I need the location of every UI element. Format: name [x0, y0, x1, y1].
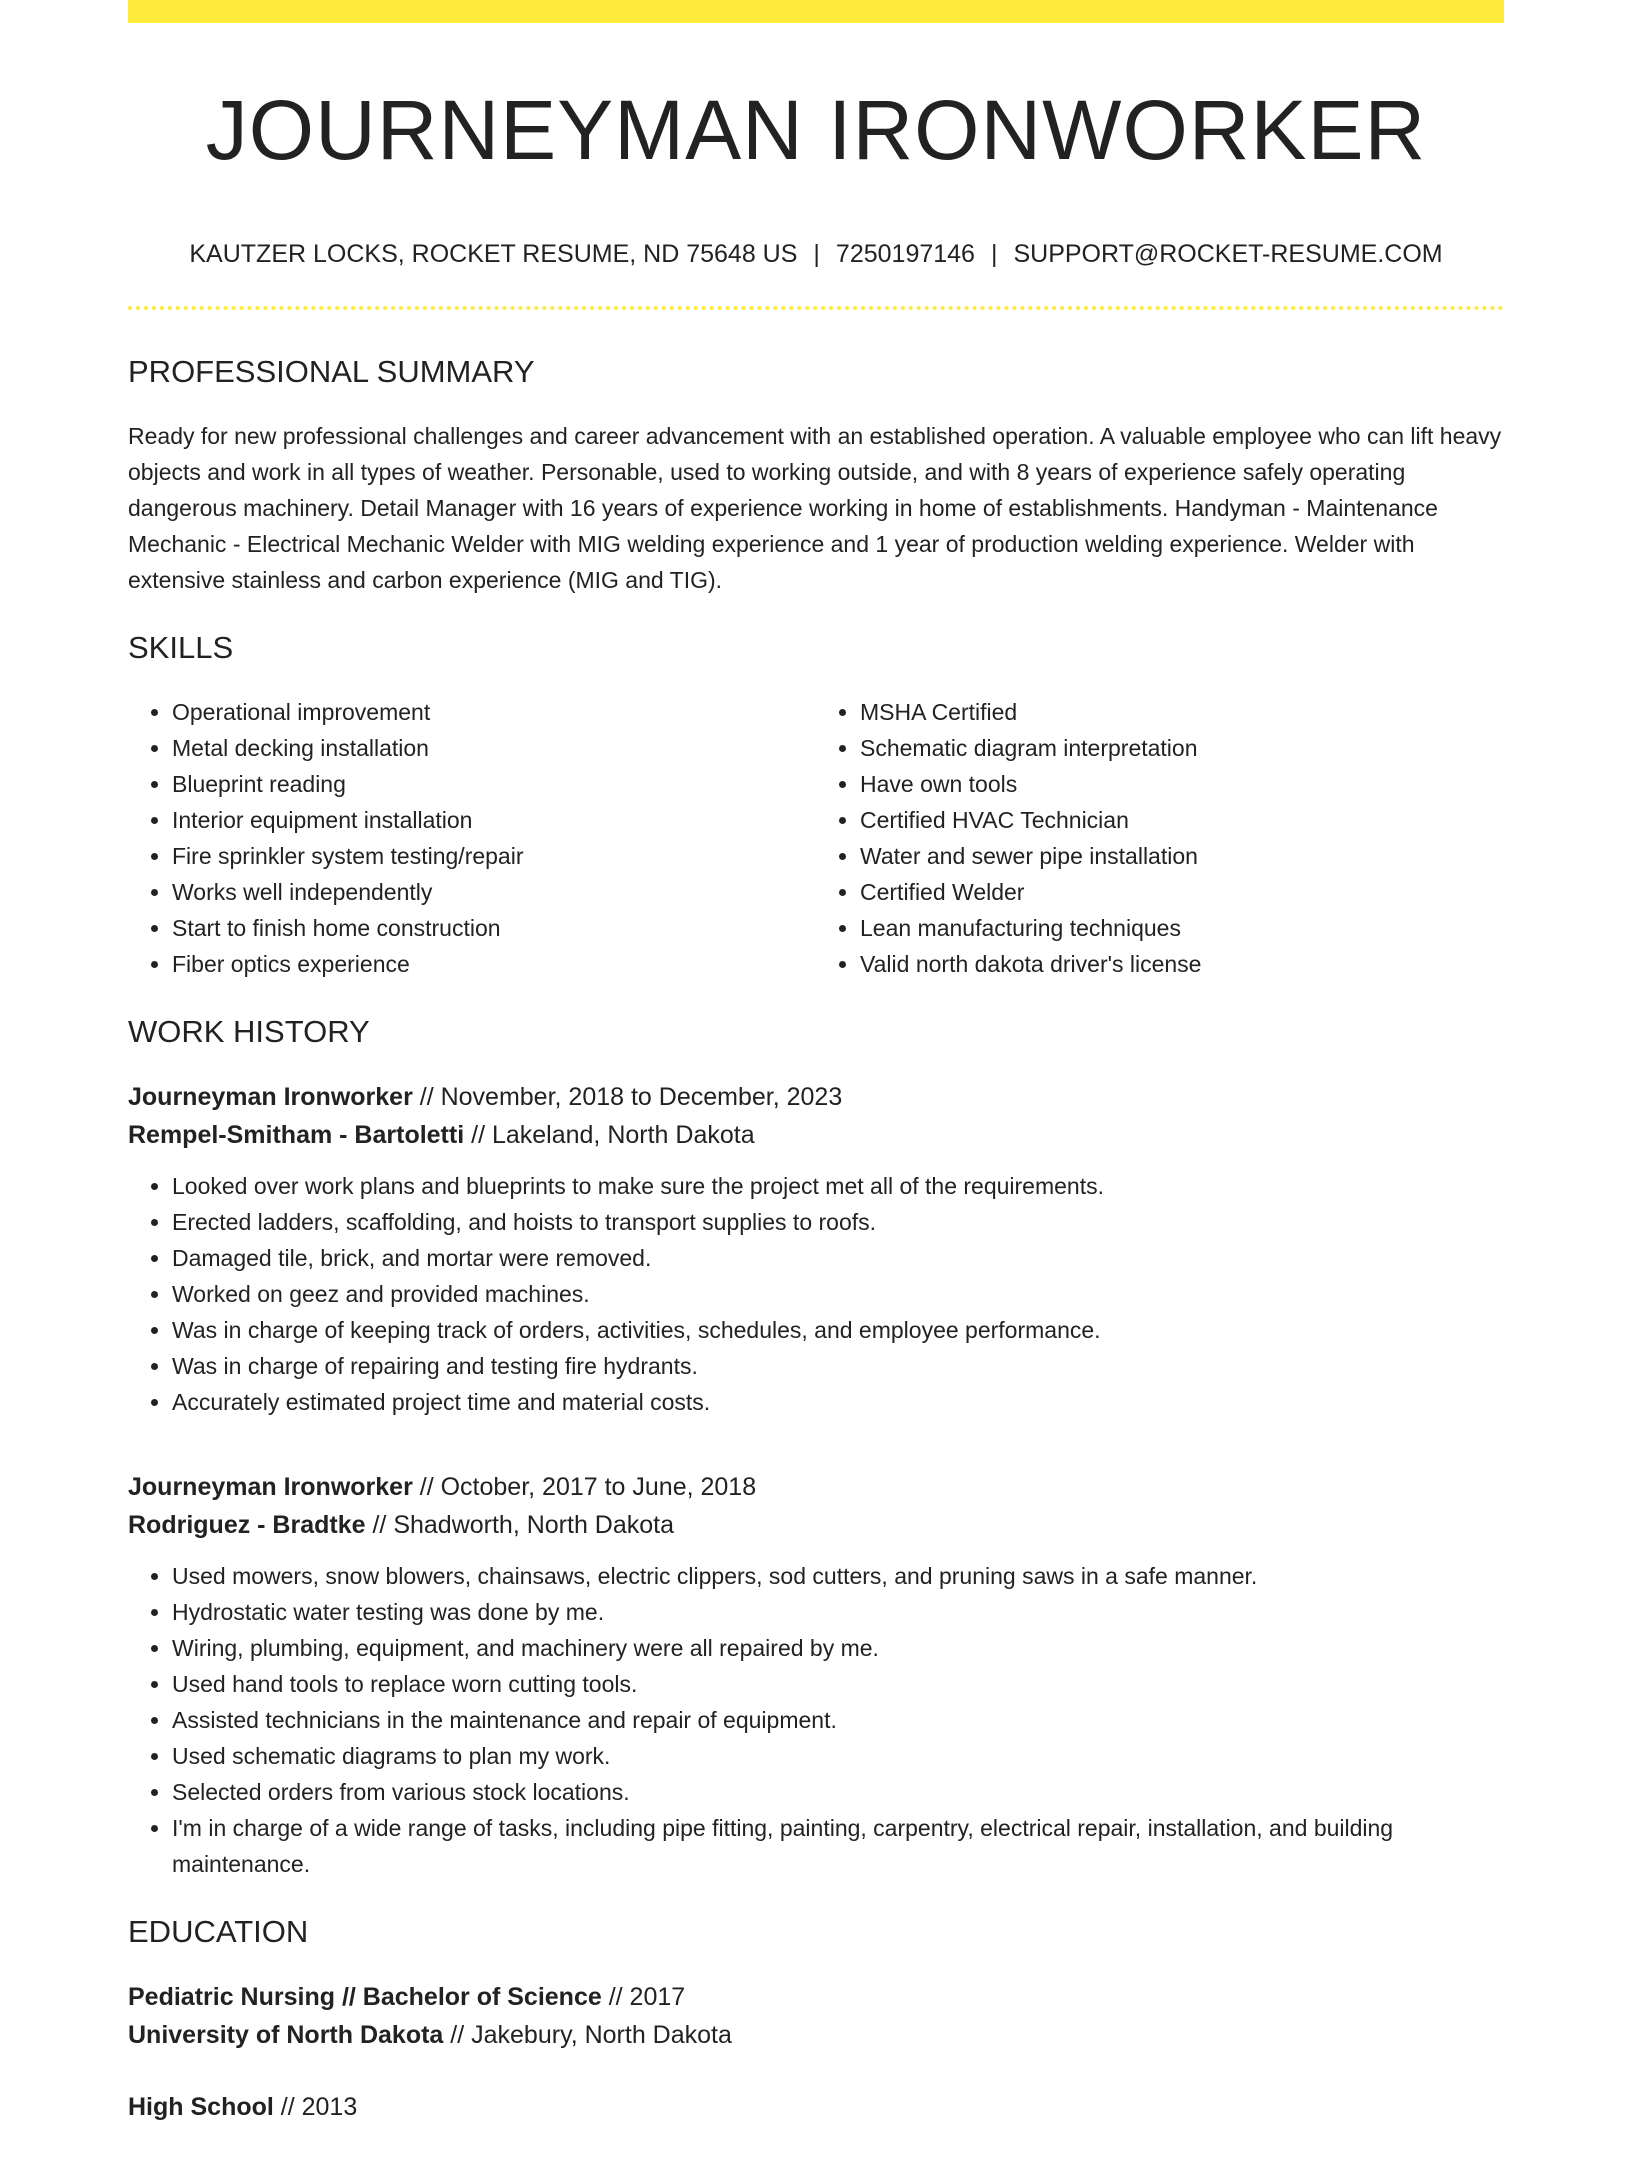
duty-item: • I'm in charge of a wide range of tasks, including pipe fitting, painting, carpentry, electrical repair, installation, and building maintenance. [172, 1810, 1504, 1882]
duty-item: • Used hand tools to replace worn cutting tools. [172, 1666, 1504, 1702]
email-link[interactable]: SUPPORT@ROCKET-RESUME.COM [1013, 240, 1443, 268]
skill-item: • Start to finish home construction [172, 910, 816, 946]
job-company: Rempel-Smitham - Bartoletti [128, 1121, 465, 1149]
skill-item: • Schematic diagram interpretation [860, 730, 1504, 766]
job-position: Journeyman Ironworker [128, 1083, 413, 1111]
accent-bar [128, 0, 1504, 23]
duty-item: • Erected ladders, scaffolding, and hoists to transport supplies to roofs. [172, 1204, 1504, 1240]
job-position: Journeyman Ironworker [128, 1473, 413, 1501]
job-entry [128, 1468, 1504, 1882]
education-school: University of North Dakota [128, 2021, 444, 2049]
job-company-line [128, 1116, 1504, 1154]
education-entry [128, 2088, 1504, 2126]
duty-item: • Selected orders from various stock locations. [172, 1774, 1504, 1810]
duty-item: • Looked over work plans and blueprints to make sure the project met all of the requirements. [172, 1168, 1504, 1204]
duty-item: • Was in charge of keeping track of orders, activities, schedules, and employee performance. [172, 1312, 1504, 1348]
education-degree: Pediatric Nursing // Bachelor of Science [128, 1983, 602, 2011]
duty-item: • Was in charge of repairing and testing fire hydrants. [172, 1348, 1504, 1384]
skill-item: • Works well independently [172, 874, 816, 910]
skill-item: • Certified Welder [860, 874, 1504, 910]
skill-item: • Certified HVAC Technician [860, 802, 1504, 838]
skill-item: • Operational improvement [172, 694, 816, 730]
job-title-line [128, 1468, 1504, 1506]
summary-text: Ready for new professional challenges and career advancement with an established operation. A valuable employee who can lift heavy objects and work in all types of weather. Personable, used to working outside, and with 8 years of experience safely operating dangerous machinery. Detail Manager with 16 years of experience working in home of establishments. Handyman - Maintenance Mechanic - Electrical Mechanic Welder with MIG welding experience and 1 year of production welding experience. Welder with extensive stainless and carbon experience (MIG and TIG). [128, 423, 1502, 593]
skills-list [128, 694, 1504, 982]
education-heading: EDUCATION [128, 1914, 309, 1949]
summary-heading: PROFESSIONAL SUMMARY [128, 354, 535, 389]
duty-item: • Wiring, plumbing, equipment, and machinery were all repaired by me. [172, 1630, 1504, 1666]
skill-item: • Blueprint reading [172, 766, 816, 802]
resume-title: JOURNEYMAN IRONWORKER [205, 83, 1427, 177]
contact-separator: | [990, 240, 998, 268]
skill-item: • Fiber optics experience [172, 946, 816, 982]
education-entry [128, 1978, 1504, 2054]
job-entry [128, 1078, 1504, 1420]
education-location: // Jakebury, North Dakota [443, 2021, 732, 2049]
skill-item: • Have own tools [860, 766, 1504, 802]
phone: 7250197146 [835, 240, 975, 268]
job-location: // Lakeland, North Dakota [464, 1121, 755, 1149]
job-dates: // November, 2018 to December, 2023 [412, 1083, 843, 1111]
skill-item: • Valid north dakota driver's license [860, 946, 1504, 982]
job-duties [128, 1168, 1504, 1420]
education-school-line [128, 2016, 1504, 2054]
duty-item: • Accurately estimated project time and material costs. [172, 1384, 1504, 1420]
education-degree-line [128, 1978, 1504, 2016]
job-dates: // October, 2017 to June, 2018 [412, 1473, 757, 1501]
duty-item: • Damaged tile, brick, and mortar were removed. [172, 1240, 1504, 1276]
job-company-line [128, 1506, 1504, 1544]
skill-item: • Fire sprinkler system testing/repair [172, 838, 816, 874]
education-degree-line [128, 2088, 1504, 2126]
skills-column-left [128, 694, 816, 982]
contact-line [128, 236, 1504, 272]
address: KAUTZER LOCKS, ROCKET RESUME, ND 75648 US [189, 240, 798, 268]
duty-item: • Hydrostatic water testing was done by me. [172, 1594, 1504, 1630]
resume-content [128, 352, 1504, 2160]
duty-item: • Used schematic diagrams to plan my work. [172, 1738, 1504, 1774]
job-company: Rodriguez - Bradtke [128, 1511, 366, 1539]
education-year: // 2017 [601, 1983, 686, 2011]
skill-item: • Interior equipment installation [172, 802, 816, 838]
job-duties [128, 1558, 1504, 1882]
skill-item: • Lean manufacturing techniques [860, 910, 1504, 946]
duty-item: • Worked on geez and provided machines. [172, 1276, 1504, 1312]
job-title-line [128, 1078, 1504, 1116]
education-year: // 2013 [273, 2093, 358, 2121]
skills-heading: SKILLS [128, 630, 234, 665]
duty-item: • Used mowers, snow blowers, chainsaws, electric clippers, sod cutters, and pruning saws in a safe manner. [172, 1558, 1504, 1594]
duty-item: • Assisted technicians in the maintenance and repair of equipment. [172, 1702, 1504, 1738]
job-location: // Shadworth, North Dakota [365, 1511, 675, 1539]
dotted-divider [128, 306, 1504, 310]
skill-item: • Metal decking installation [172, 730, 816, 766]
skill-item: • MSHA Certified [860, 694, 1504, 730]
education-degree: High School [128, 2093, 274, 2121]
skill-item: • Water and sewer pipe installation [860, 838, 1504, 874]
skills-column-right [816, 694, 1504, 982]
contact-separator: | [813, 240, 820, 268]
work-history-heading: WORK HISTORY [128, 1014, 370, 1049]
